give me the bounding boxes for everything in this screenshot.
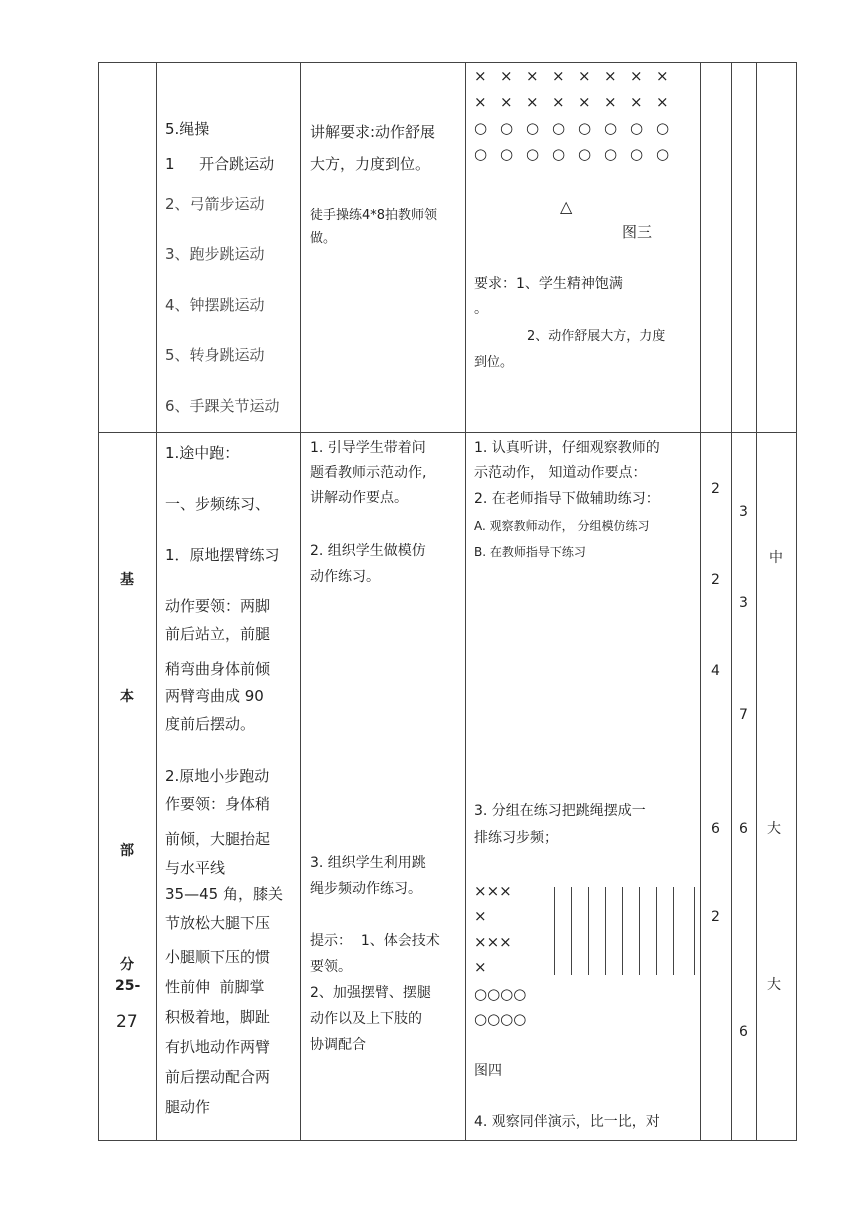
- jump-rope-line: [588, 887, 589, 975]
- student-activity-line: B. 在教师指导下练习: [474, 545, 586, 559]
- formation-row: ×: [474, 958, 487, 976]
- student-circle-mark: ○: [578, 145, 592, 163]
- intensity-value: 大: [767, 821, 781, 837]
- student-circle-mark: ○: [500, 119, 514, 137]
- section-label-char: 分: [120, 957, 134, 973]
- teacher-method-line: 1. 引导学生带着问: [310, 440, 426, 456]
- teacher-method-line: 2、加强摆臂、摆腿: [310, 985, 431, 1001]
- intensity-value: 中: [769, 550, 783, 566]
- count-value: 2: [711, 909, 720, 925]
- student-cross-mark: ×: [630, 67, 643, 85]
- col-border: [98, 62, 99, 1141]
- jump-rope-line: [656, 887, 657, 975]
- formation-row: ○○○○: [474, 985, 527, 1003]
- col-border: [300, 62, 301, 1141]
- student-cross-mark: ×: [604, 67, 617, 85]
- jump-rope-line: [673, 887, 674, 975]
- exercise-item: 6、手踝关节运动: [165, 397, 280, 415]
- content-line: 1．原地摆臂练习: [165, 546, 280, 564]
- teacher-triangle-mark: △: [560, 197, 573, 216]
- student-activity-line: 3. 分组在练习把跳绳摆成一: [474, 803, 646, 819]
- content-line: 积极着地，脚趾: [165, 1008, 271, 1026]
- exercise-item: 5、转身跳运动: [165, 346, 265, 364]
- student-cross-mark: ×: [656, 67, 669, 85]
- content-line: 性前伸 前脚掌: [165, 978, 265, 996]
- content-line: 度前后摆动。: [165, 715, 256, 733]
- section-label-char: 基: [120, 572, 134, 588]
- student-activity-line: A. 观察教师动作， 分组模仿练习: [474, 519, 650, 533]
- section-label-char: 本: [120, 689, 134, 705]
- teacher-instruction-line: 做。: [310, 231, 337, 246]
- teacher-instruction-line: 大方，力度到位。: [310, 155, 431, 173]
- student-cross-mark: ×: [526, 67, 539, 85]
- student-circle-mark: ○: [552, 145, 566, 163]
- student-circle-mark: ○: [656, 119, 670, 137]
- exercise-item: 1 开合跳运动: [165, 155, 275, 173]
- exercise-item: 4、钟摆跳运动: [165, 296, 265, 314]
- student-circle-mark: ○: [604, 119, 618, 137]
- count-value: 2: [711, 572, 720, 588]
- intensity-value: 大: [767, 977, 781, 993]
- student-cross-mark: ×: [630, 93, 643, 111]
- student-circle-mark: ○: [578, 119, 592, 137]
- duration-value: 3: [739, 504, 748, 520]
- jump-rope-line: [571, 887, 572, 975]
- count-value: 6: [711, 821, 720, 837]
- rope-exercise-title: 5.绳操: [165, 120, 210, 138]
- duration-value: 3: [739, 595, 748, 611]
- count-value: 2: [711, 481, 720, 497]
- jump-rope-line: [639, 887, 640, 975]
- section-duration: 27: [116, 1012, 138, 1032]
- duration-value: 7: [739, 707, 748, 723]
- content-line: 作要领：身体稍: [165, 795, 271, 813]
- student-activity-line: 排练习步频；: [474, 830, 558, 846]
- content-line: 腿动作: [165, 1098, 211, 1116]
- figure-label: 图三: [622, 223, 653, 241]
- student-activity-line: 2. 在老师指导下做辅助练习：: [474, 491, 660, 507]
- col-border: [156, 62, 157, 1141]
- student-circle-mark: ○: [630, 119, 644, 137]
- content-line: 节放松大腿下压: [165, 914, 271, 932]
- row-divider: [98, 432, 796, 433]
- student-circle-mark: ○: [526, 145, 540, 163]
- student-cross-mark: ×: [656, 93, 669, 111]
- formation-row: ○○○○: [474, 1010, 527, 1028]
- exercise-item: 2、弓箭步运动: [165, 195, 265, 213]
- student-circle-mark: ○: [474, 119, 488, 137]
- col-border: [465, 62, 466, 1141]
- formation-row: ×××: [474, 882, 512, 900]
- col-border: [796, 62, 797, 1141]
- teacher-method-line: 3. 组织学生利用跳: [310, 855, 426, 871]
- teacher-method-line: 动作练习。: [310, 569, 380, 585]
- formation-row: ×××: [474, 933, 512, 951]
- jump-rope-line: [605, 887, 606, 975]
- exercise-item: 3、跑步跳运动: [165, 245, 265, 263]
- section-duration: 25-: [115, 978, 141, 994]
- content-line: 2.原地小步跑动: [165, 767, 270, 785]
- student-circle-mark: ○: [500, 145, 514, 163]
- requirement-line: 要求：1、学生精神饱满: [474, 276, 623, 292]
- content-line: 一、步频练习、: [165, 495, 271, 513]
- content-line: 动作要领：两脚: [165, 597, 271, 615]
- content-line: 两臂弯曲成 90: [165, 687, 264, 705]
- content-line: 1.途中跑：: [165, 444, 240, 462]
- student-circle-mark: ○: [526, 119, 540, 137]
- student-circle-mark: ○: [474, 145, 488, 163]
- content-line: 小腿顺下压的惯: [165, 948, 271, 966]
- student-circle-mark: ○: [552, 119, 566, 137]
- student-cross-mark: ×: [578, 67, 591, 85]
- jump-rope-line: [554, 887, 555, 975]
- requirement-line: 2、动作舒展大方，力度: [527, 329, 666, 344]
- requirement-line: 到位。: [474, 355, 514, 370]
- content-line: 35—45 角，膝关: [165, 885, 283, 903]
- student-cross-mark: ×: [474, 67, 487, 85]
- student-circle-mark: ○: [604, 145, 618, 163]
- teacher-method-line: 题看教师示范动作,: [310, 465, 427, 481]
- student-cross-mark: ×: [552, 93, 565, 111]
- col-border: [731, 62, 732, 1141]
- teacher-method-line: 2. 组织学生做模仿: [310, 543, 426, 559]
- teacher-instruction-line: 讲解要求:动作舒展: [310, 123, 436, 141]
- student-cross-mark: ×: [552, 67, 565, 85]
- content-line: 稍弯曲身体前倾: [165, 660, 271, 678]
- content-line: 前后摆动配合两: [165, 1068, 271, 1086]
- content-line: 有扒地动作两臂: [165, 1038, 271, 1056]
- teacher-method-line: 讲解动作要点。: [310, 490, 408, 506]
- student-activity-line: 示范动作， 知道动作要点：: [474, 465, 647, 481]
- formation-row: ×: [474, 907, 487, 925]
- section-label-char: 部: [120, 843, 134, 859]
- content-line: 前倾，大腿抬起: [165, 830, 271, 848]
- table-top-border: [98, 62, 796, 63]
- duration-value: 6: [739, 821, 748, 837]
- jump-rope-line: [622, 887, 623, 975]
- student-circle-mark: ○: [656, 145, 670, 163]
- student-cross-mark: ×: [474, 93, 487, 111]
- student-cross-mark: ×: [526, 93, 539, 111]
- teacher-method-line: 提示： 1、体会技术: [310, 933, 440, 949]
- table-bottom-border: [98, 1140, 796, 1141]
- duration-value: 6: [739, 1024, 748, 1040]
- figure-label: 图四: [474, 1063, 502, 1079]
- student-activity-line: 1. 认真听讲，仔细观察教师的: [474, 440, 660, 456]
- teacher-method-line: 要领。: [310, 959, 352, 975]
- col-border: [700, 62, 701, 1141]
- content-line: 与水平线: [165, 859, 226, 877]
- student-cross-mark: ×: [578, 93, 591, 111]
- student-activity-line: 4. 观察同伴演示，比一比，对: [474, 1114, 660, 1130]
- teacher-instruction-line: 徒手操练4*8拍教师领: [310, 208, 438, 223]
- col-border: [756, 62, 757, 1141]
- jump-rope-line: [694, 887, 695, 975]
- student-circle-mark: ○: [630, 145, 644, 163]
- count-value: 4: [711, 663, 720, 679]
- requirement-line: 。: [474, 301, 488, 317]
- student-cross-mark: ×: [604, 93, 617, 111]
- teacher-method-line: 动作以及上下肢的: [310, 1011, 422, 1027]
- student-cross-mark: ×: [500, 67, 513, 85]
- teacher-method-line: 协调配合: [310, 1037, 366, 1053]
- content-line: 前后站立，前腿: [165, 625, 271, 643]
- teacher-method-line: 绳步频动作练习。: [310, 881, 422, 897]
- student-cross-mark: ×: [500, 93, 513, 111]
